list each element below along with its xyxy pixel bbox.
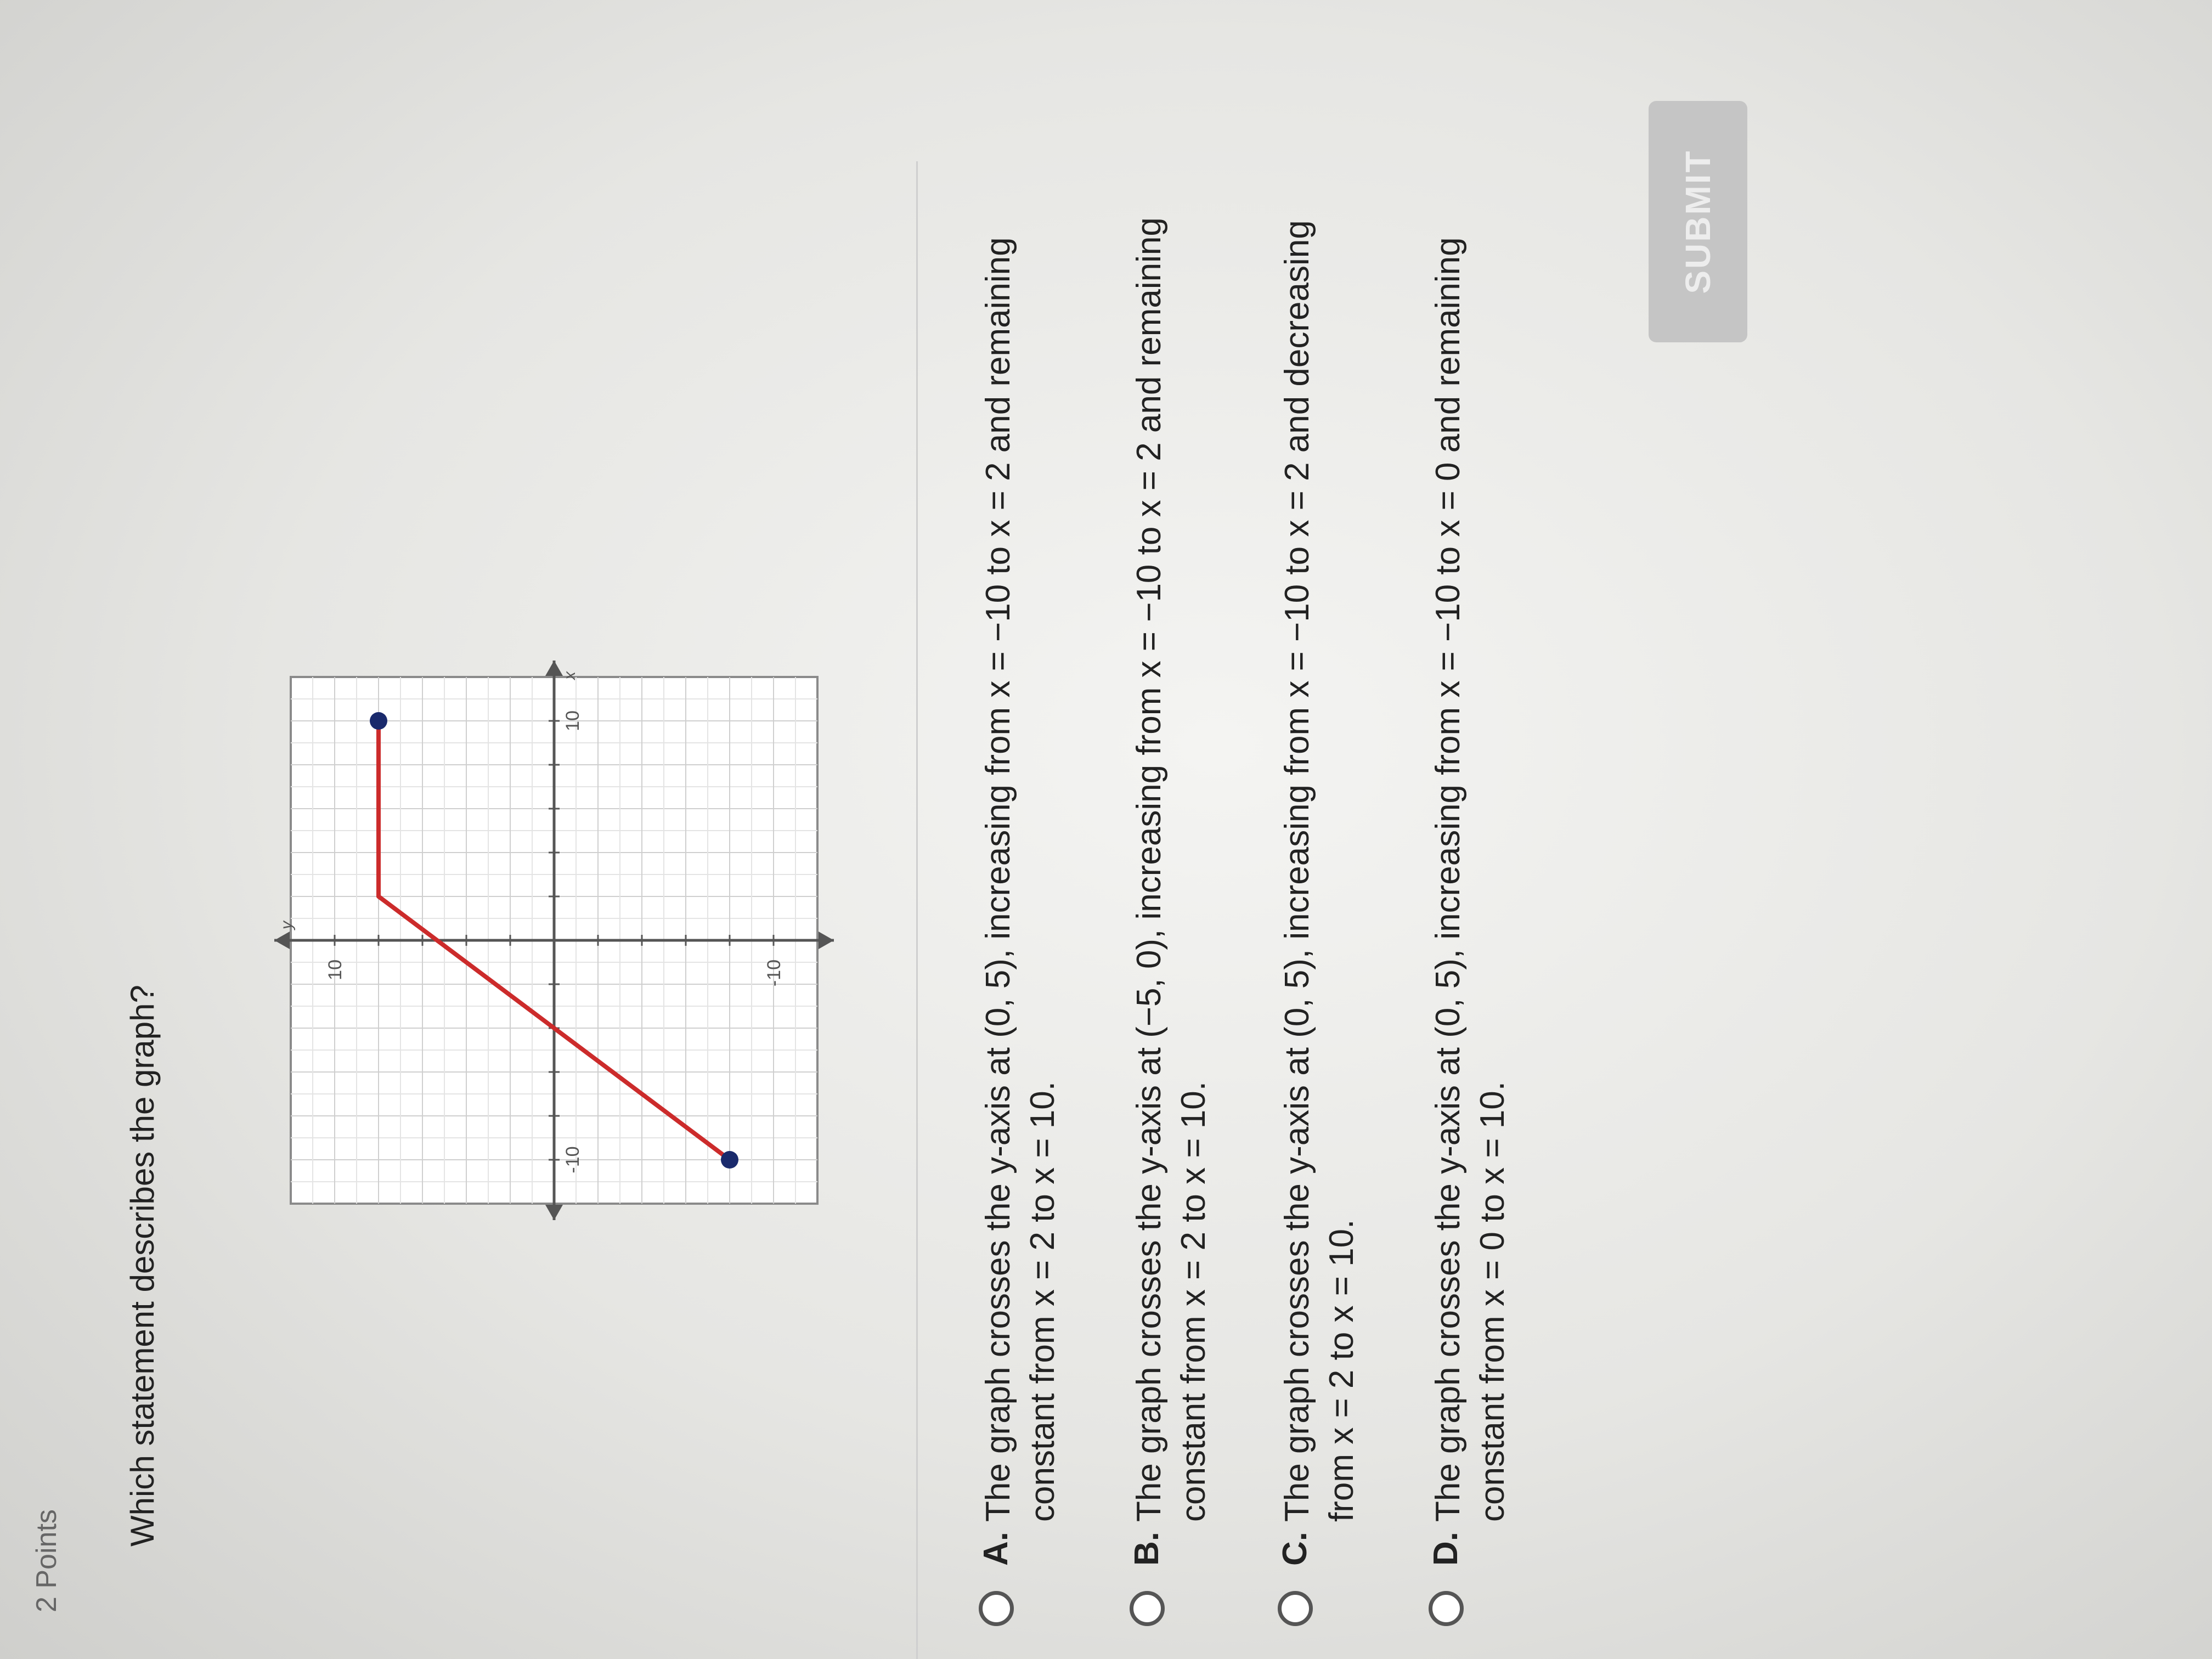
divider — [916, 161, 918, 1659]
option-b-letter: B. — [1128, 1532, 1166, 1566]
option-a-letter: A. — [977, 1532, 1015, 1566]
submit-button[interactable]: SUBMIT — [1649, 101, 1747, 342]
x-tick-label-10: 10 — [562, 710, 583, 731]
question-prompt: Which statement describes the graph? — [124, 985, 161, 1547]
radio-b[interactable] — [1130, 1591, 1165, 1626]
option-c-text: The graph crosses the y-axis at (0, 5), increasing from x = −10 to x = 2 and decreasing from x = 2 to x = 10. — [1278, 220, 1361, 1522]
points-label: 2 Points — [31, 1509, 63, 1612]
option-a-text: The graph crosses the y-axis at (0, 5), increasing from x = −10 to x = 2 and remaining constant from x = 2 to x = 10. — [979, 237, 1062, 1522]
option-d-letter: D. — [1427, 1532, 1465, 1566]
y-axis-down-arrow — [819, 932, 834, 949]
option-b-text: The graph crosses the y-axis at (−5, 0), increasing from x = −10 to x = 2 and remaining constant from x = 2 to x = 10. — [1130, 217, 1212, 1522]
endpoint-end — [370, 712, 387, 730]
endpoint-start — [721, 1151, 738, 1169]
y-axis-up-arrow — [274, 932, 290, 949]
function-graph — [274, 661, 834, 1220]
option-c-letter: C. — [1276, 1532, 1314, 1566]
radio-d[interactable] — [1429, 1591, 1464, 1626]
y-axis-label: y — [278, 921, 296, 929]
y-tick-label-10: 10 — [325, 960, 346, 980]
y-tick-label-neg10: -10 — [764, 960, 785, 987]
radio-c[interactable] — [1278, 1591, 1313, 1626]
x-axis-label: x — [561, 672, 579, 680]
radio-a[interactable] — [979, 1591, 1014, 1626]
x-tick-label-neg10: -10 — [562, 1146, 583, 1173]
x-axis-left-arrow — [545, 1205, 563, 1220]
option-d-text: The graph crosses the y-axis at (0, 5), increasing from x = −10 to x = 0 and remaining constant from x = 0 to x = 10. — [1429, 237, 1511, 1522]
